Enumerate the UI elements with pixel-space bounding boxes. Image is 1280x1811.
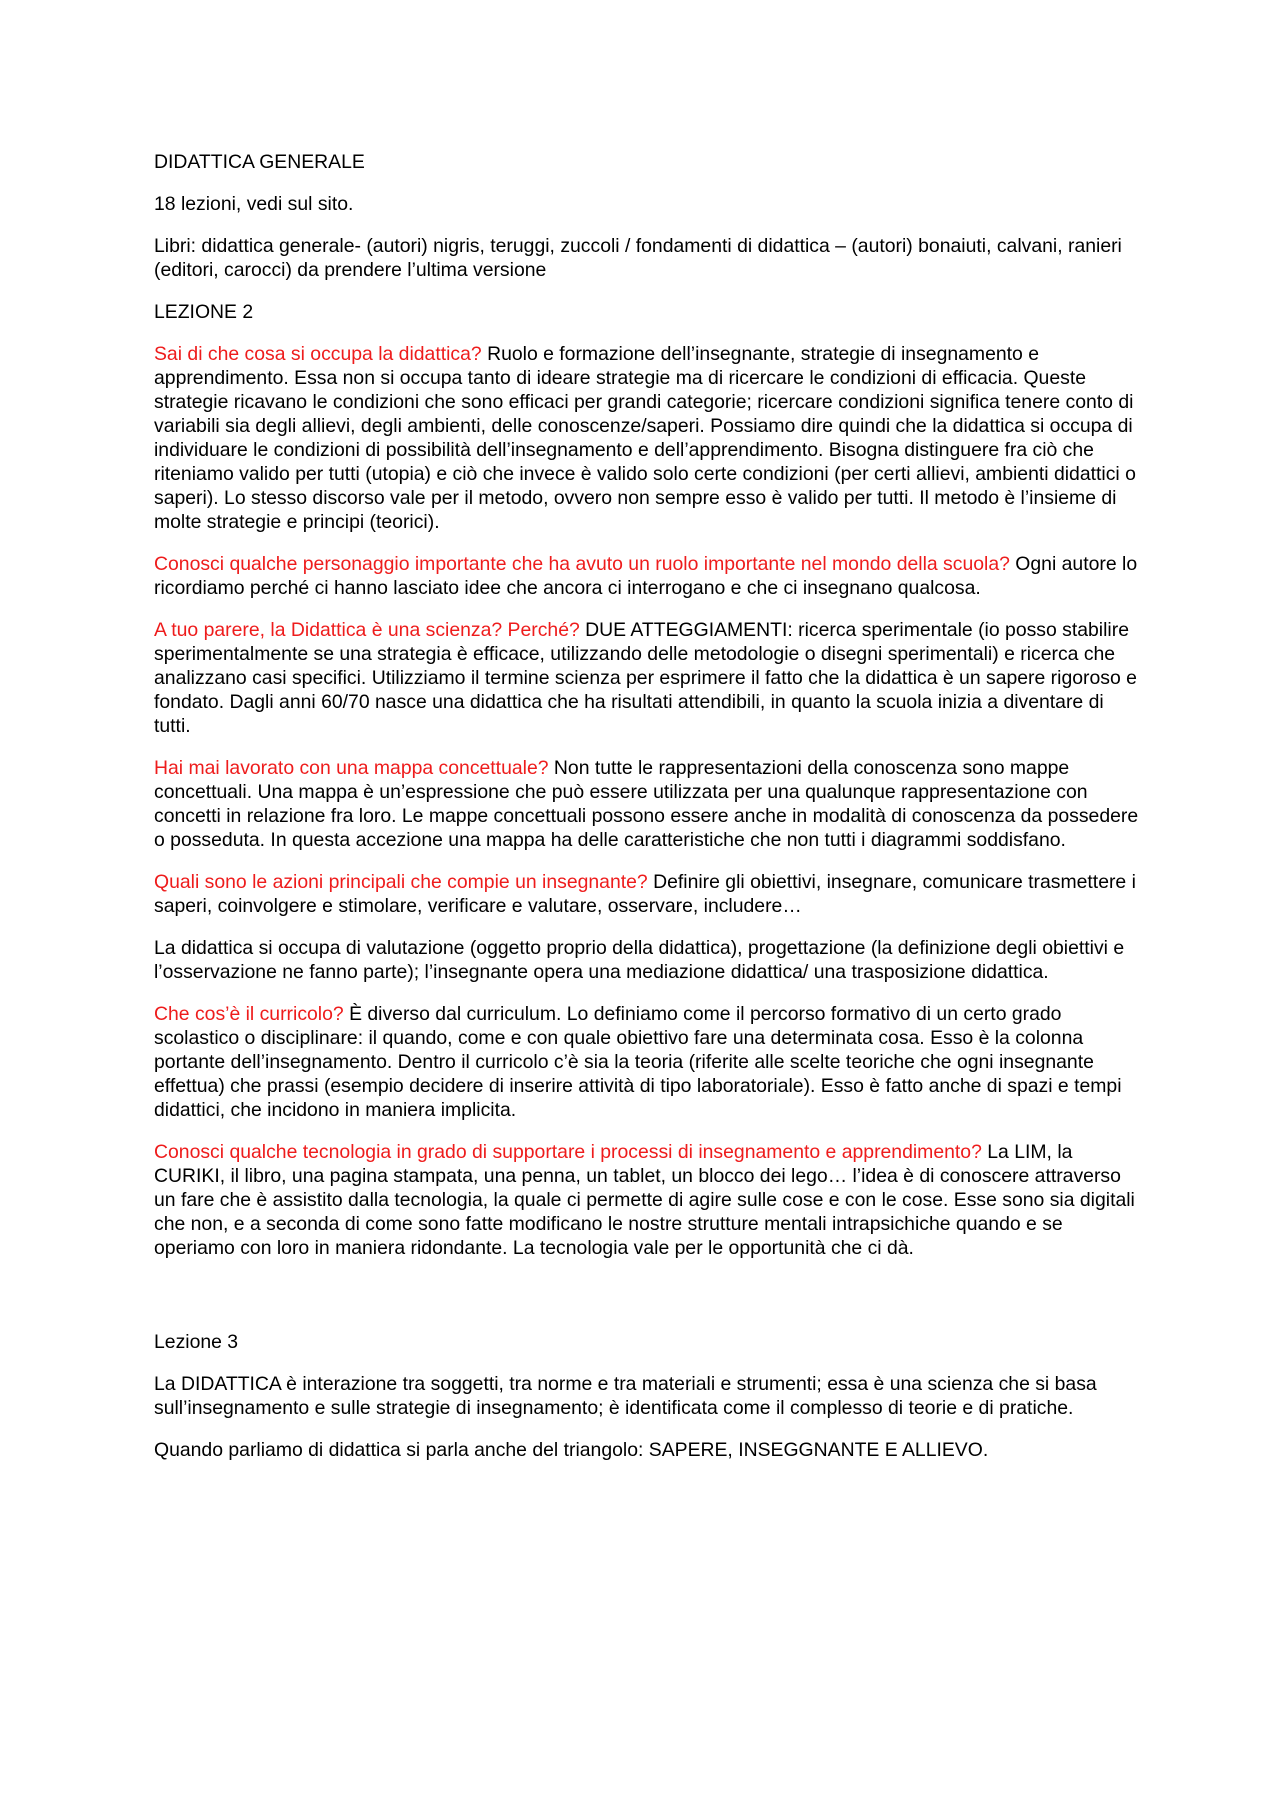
lesson-2-heading: LEZIONE 2 [154, 301, 254, 323]
question-text: Quali sono le azioni principali che compie un insegnante? [154, 871, 648, 893]
valutazione-paragraph: La didattica si occupa di valutazione (oggetto proprio della didattica), progettazione (la definizione degli obiettivi e l’osservazione ne fanno parte); l’insegnante opera una mediazione didattica/ una trasposizione didattica. [154, 937, 1125, 983]
blank-spacer [154, 1278, 1140, 1330]
question-text: Sai di che cosa si occupa la didattica? [154, 343, 482, 365]
qa-paragraph-azioni [154, 870, 1140, 918]
question-text: Hai mai lavorato con una mappa concettuale? [154, 757, 549, 779]
qa-paragraph-tecnologia [154, 1140, 1140, 1260]
answer-text: La LIM, la CURIKI, il libro, una pagina stampata, una penna, un tablet, un blocco dei lego… l’idea è di conoscere attraverso un fare che è assistito dalla tecnologia, la quale ci permette di agire sulle cose e con le cose. Esse sono sia digitali che non, e a seconda di come sono fatte modificano le nostre strutture mentali intrapsichiche quando e se operiamo con loro in maniera ridondante. La tecnologia vale per le opportunità che ci dà. [154, 1141, 1135, 1259]
answer-text: DUE ATTEGGIAMENTI: ricerca sperimentale (io posso stabilire sperimentalmente se una strategia è efficace, utilizzando delle metodologie o disegni sperimentali) e ricerca che analizzano casi specifici. Utilizziamo il termine scienza per esprimere il fatto che la didattica è un sapere rigoroso e fondato. Dagli anni 60/70 nasce una didattica che ha risultati attendibili, in quanto la scuola inizia a diventare di tutti. [154, 619, 1137, 737]
intro-paragraph: 18 lezioni, vedi sul sito. [154, 193, 354, 215]
qa-paragraph-didattica [154, 342, 1140, 534]
lesson-3-paragraph: La DIDATTICA è interazione tra soggetti, tra norme e tra materiali e strumenti; essa è una scienza che si basa sull’insegnamento e sulle strategie di insegnamento; è identificata come il complesso di teorie e di pratiche. [154, 1373, 1097, 1419]
question-text: Conosci qualche personaggio importante che ha avuto un ruolo importante nel mondo della scuola? [154, 553, 1010, 575]
question-text: Che cos’è il curricolo? [154, 1003, 344, 1025]
answer-text: Ruolo e formazione dell’insegnante, strategie di insegnamento e apprendimento. Essa non si occupa tanto di ideare strategie ma di ricercare le condizioni di efficacia. Queste strategie ricavano le condizioni che sono efficaci per grandi categorie; ricercare condizioni significa tenere conto di variabili sia degli allievi, degli ambienti, delle conoscenze/saperi. Possiamo dire quindi che la didattica si occupa di individuare le condizioni di possibilità dell’insegnamento e dell’apprendimento. Bisogna distinguere fra ciò che riteniamo valido per tutti (utopia) e ciò che invece è valido solo certe condizioni (per certi allievi, ambienti didattici o saperi). Lo stesso discorso vale per il metodo, ovvero non sempre esso è valido per tutti. Il metodo è l’insieme di molte strategie e principi (teorici). [154, 343, 1136, 533]
answer-text: È diverso dal curriculum. Lo definiamo come il percorso formativo di un certo grado scolastico o disciplinare: il quando, come e con quale obiettivo fare una determinata cosa. Esso è la colonna portante dell’insegnamento. Dentro il curricolo c’è sia la teoria (riferite alle scelte teoriche che ogni insegnante effettua) che prassi (esempio decidere di inserire attività di tipo laboratoriale). Esso è fatto anche di spazi e tempi didattici, che incidono in maniera implicita. [154, 1003, 1122, 1121]
question-text: Conosci qualche tecnologia in grado di supportare i processi di insegnamento e apprendimento? [154, 1141, 982, 1163]
question-text: A tuo parere, la Didattica è una scienza? Perché? [154, 619, 580, 641]
answer-text: Non tutte le rappresentazioni della conoscenza sono mappe concettuali. Una mappa è un’espressione che può essere utilizzata per una qualunque rappresentazione con concetti in relazione fra loro. Le mappe concettuali possono essere anche in modalità di conoscenza da possedere o posseduta. In questa accezione una mappa ha delle caratteristiche che non tutti i diagrammi soddisfano. [154, 757, 1139, 851]
answer-text: Ogni autore lo ricordiamo perché ci hanno lasciato idee che ancora ci interrogano e che ci insegnano qualcosa. [154, 553, 1138, 599]
books-paragraph: Libri: didattica generale- (autori) nigris, teruggi, zuccoli / fondamenti di didattica – (autori) bonaiuti, calvani, ranieri (editori, carocci) da prendere l’ultima versione [154, 235, 1122, 281]
qa-paragraph-curricolo [154, 1002, 1140, 1122]
document-title: DIDATTICA GENERALE [154, 151, 365, 173]
qa-paragraph-mappa [154, 756, 1140, 852]
lesson-3-heading: Lezione 3 [154, 1331, 239, 1353]
qa-paragraph-scienza [154, 618, 1140, 738]
document-page [154, 150, 1140, 1480]
qa-paragraph-personaggio [154, 552, 1140, 600]
triangle-paragraph: Quando parliamo di didattica si parla anche del triangolo: SAPERE, INSEGGNANTE E ALLIEVO. [154, 1439, 989, 1461]
answer-text: Definire gli obiettivi, insegnare, comunicare trasmettere i saperi, coinvolgere e stimolare, verificare e valutare, osservare, includere… [154, 871, 1136, 917]
